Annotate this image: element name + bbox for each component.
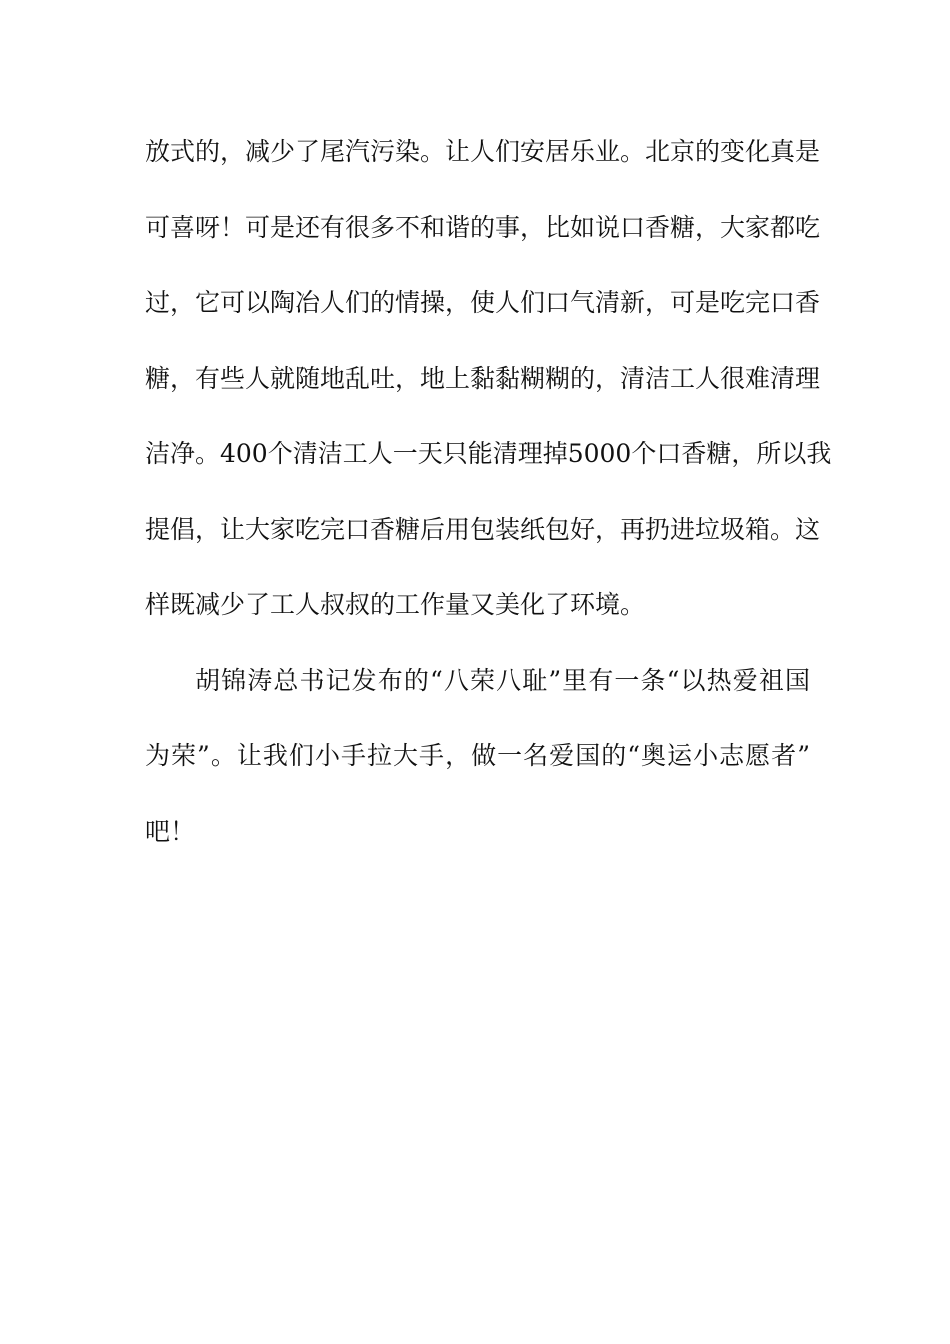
text-line: 糖，有些人就随地乱吐，地上黏黏糊糊的，清洁工人很难清理 (145, 363, 821, 393)
text-line: 提倡，让大家吃完口香糖后用包装纸包好，再扔进垃圾箱。这 (145, 514, 821, 544)
paragraph (145, 657, 810, 884)
text-line: 洁净。400个清洁工人一天只能清理掉5000个口香糖，所以我 (145, 439, 832, 468)
text-line: 放式的，减少了尾汽污染。让人们安居乐业。北京的变化真是 (145, 137, 821, 166)
paragraph (145, 128, 832, 657)
text-line: 为荣”。让我们小手拉大手，做一名爱国的“奥运小志愿者” (145, 741, 810, 770)
text-line: 样既减少了工人叔叔的工作量又美化了环境。 (145, 590, 646, 619)
text-line: 过，它可以陶冶人们的情操，使人们口气清新，可是吃完口香 (145, 288, 821, 317)
document-body (145, 128, 832, 883)
text-line: 胡锦涛总书记发布的“八荣八耻”里有一条“以热爱祖国 (195, 665, 810, 695)
text-line: 可喜呀！可是还有很多不和谐的事，比如说口香糖，大家都吃 (145, 212, 821, 242)
text-line: 吧！ (145, 816, 196, 846)
